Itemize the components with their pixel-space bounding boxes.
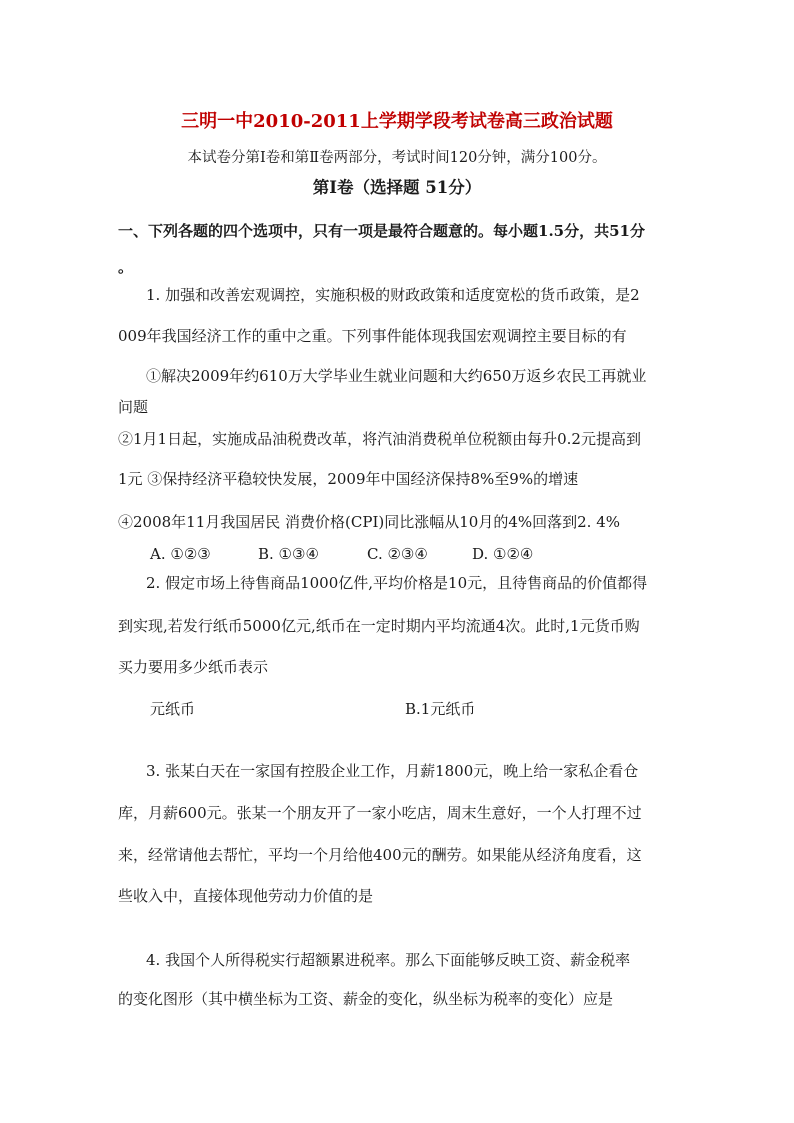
q4-stem-line1: 4. 我国个人所得税实行超额累进税率。那么下面能够反映工资、薪金税率 (146, 951, 631, 969)
q3-stem-line3: 来，经常请他去帮忙，平均一个月给他400元的酬劳。如果能从经济角度看，这 (118, 846, 642, 864)
part-one-heading: 第Ⅰ卷（选择题 51分） (312, 178, 482, 197)
q3-stem-line4: 些收入中，直接体现他劳动力价值的是 (118, 887, 374, 905)
q1-stem-line2: 009年我国经济工作的重中之重。下列事件能体现我国宏观调控主要目标的有 (118, 327, 627, 345)
section-one-instruction-cont: 。 (118, 258, 134, 276)
q1-option-d: D. ①②④ (472, 545, 534, 563)
q1-options (150, 544, 533, 564)
q2-stem-line2: 到实现,若发行纸币5000亿元,纸币在一定时期内平均流通4次。此时,1元货币购 (118, 617, 640, 635)
q1-stem-line1: 1. 加强和改善宏观调控，实施积极的财政政策和适度宽松的货币政策，是2 (146, 286, 640, 304)
q2-stem-line3: 买力要用多少纸币表示 (118, 658, 269, 676)
q1-item-2: ②1月1日起，实施成品油税费改革，将汽油消费税单位税额由每升0.2元提高到 (118, 430, 641, 448)
section-one-instruction: 一、下列各题的四个选项中，只有一项是最符合题意的。每小题1.5分，共51分 (118, 222, 645, 240)
q2-option-a: 元纸币 (150, 700, 196, 718)
q1-item-1: ①解决2009年约610万大学毕业生就业问题和大约650万返乡农民工再就业 (146, 367, 647, 385)
q1-option-b: B. ①③④ (258, 545, 319, 563)
q2-option-b: B.1元纸币 (405, 700, 476, 718)
q1-option-c: C. ②③④ (367, 545, 428, 563)
q1-item-4: ④2008年11月我国居民 消费价格(CPI)同比涨幅从10月的4%回落到2. 4% (118, 513, 620, 531)
q1-option-a: A. ①②③ (150, 545, 211, 563)
q3-stem-line2: 库，月薪600元。张某一个朋友开了一家小吃店，周末生意好，一个人打理不过 (118, 804, 642, 822)
exam-title: 三明一中2010-2011上学期学段考试卷高三政治试题 (181, 111, 613, 132)
q1-item-1-cont: 问题 (118, 398, 149, 416)
q4-stem-line2: 的变化图形（其中横坐标为工资、薪金的变化，纵坐标为税率的变化）应是 (118, 990, 614, 1008)
q1-item-2-3: 1元 ③保持经济平稳较快发展，2009年中国经济保持8%至9%的增速 (118, 470, 579, 488)
exam-instructions: 本试卷分第Ⅰ卷和第Ⅱ卷两部分，考试时间120分钟，满分100分。 (187, 150, 607, 166)
q3-stem-line1: 3. 张某白天在一家国有控股企业工作，月薪1800元，晚上给一家私企看仓 (146, 762, 639, 780)
q2-stem-line1: 2. 假定市场上待售商品1000亿件,平均价格是10元，且待售商品的价值都得 (146, 574, 648, 592)
